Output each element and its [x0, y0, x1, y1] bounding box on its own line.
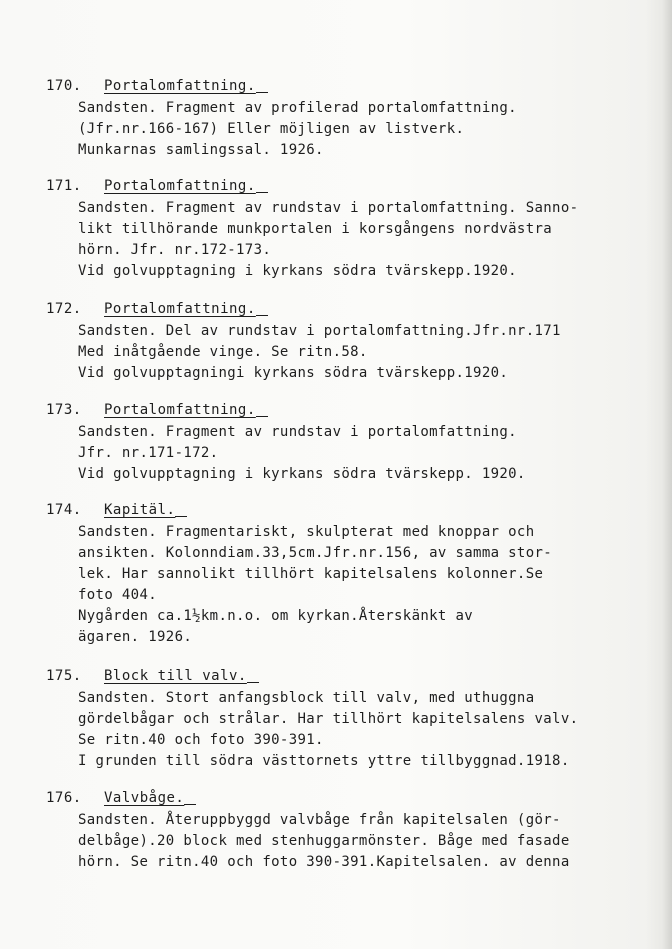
entry-description [78, 198, 646, 282]
entry-title: Valvbåge. [104, 786, 196, 810]
entry-title: Portalomfattning. [104, 74, 268, 98]
entry-line: Jfr. nr.171-172. [78, 445, 219, 461]
entry-title: Portalomfattning. [104, 398, 268, 422]
entry-description [78, 522, 646, 648]
catalog-entry-176 [46, 786, 646, 873]
entry-line: hörn. Se ritn.40 och foto 390-391.Kapitelsalen. av denna [78, 854, 570, 870]
entry-description [78, 810, 646, 873]
entry-number: 176. [46, 790, 82, 806]
catalog-entry-173 [46, 398, 646, 485]
entry-line: Sandsten. Fragment av rundstav i portalomfattning. Sanno- [78, 200, 579, 216]
entry-number: 173. [46, 402, 82, 418]
entry-line: lek. Har sannolikt tillhört kapitelsalens kolonner.Se [78, 566, 544, 582]
entry-heading [46, 174, 646, 198]
entry-title: Portalomfattning. [104, 174, 268, 198]
entry-line: Sandsten. Fragmentariskt, skulpterat med knoppar och [78, 524, 535, 540]
entry-line: likt tillhörande munkportalen i korsgångens nordvästra [78, 221, 553, 237]
entry-line: Nygården ca.1½km.n.o. om kyrkan.Återskänkt av [78, 608, 474, 624]
entry-line: (Jfr.nr.166-167) Eller möjligen av listverk. [78, 121, 465, 137]
entry-title: Kapitäl. [104, 498, 187, 522]
entry-line: Munkarnas samlingssal. 1926. [78, 142, 324, 158]
entry-description [78, 688, 646, 772]
catalog-entry-175 [46, 664, 646, 772]
entry-heading [46, 664, 646, 688]
entry-line: delbåge).20 block med stenhuggarmönster. Båge med fasade [78, 833, 570, 849]
entry-description [78, 422, 646, 485]
entry-line: Sandsten. Fragment av profilerad portalomfattning. [78, 100, 517, 116]
entry-line: ansikten. Kolonndiam.33,5cm.Jfr.nr.156, av samma stor- [78, 545, 553, 561]
entry-number: 170. [46, 78, 82, 94]
entry-description [78, 98, 646, 161]
catalog-entry-171 [46, 174, 646, 282]
entry-line: Sandsten. Fragment av rundstav i portalomfattning. [78, 424, 517, 440]
entry-line: ägaren. 1926. [78, 629, 193, 645]
entry-line: Sandsten. Del av rundstav i portalomfattning.Jfr.nr.171 [78, 323, 561, 339]
entry-number: 174. [46, 502, 82, 518]
catalog-entry-174 [46, 498, 646, 648]
entry-heading [46, 74, 646, 98]
entry-number: 171. [46, 178, 82, 194]
entry-line: Vid golvupptagningi kyrkans södra tvärskepp.1920. [78, 365, 509, 381]
entry-line: I grunden till södra västtornets yttre tillbyggnad.1918. [78, 753, 570, 769]
entry-line: Med inåtgående vinge. Se ritn.58. [78, 344, 368, 360]
entry-number: 172. [46, 301, 82, 317]
entry-title: Block till valv. [104, 664, 259, 688]
entry-line: foto 404. [78, 587, 158, 603]
entry-title: Portalomfattning. [104, 297, 268, 321]
entry-heading [46, 786, 646, 810]
entry-line: Vid golvupptagning i kyrkans södra tvärskepp.1920. [78, 263, 517, 279]
entry-heading [46, 498, 646, 522]
page-edge-shadow [662, 0, 672, 949]
entry-line: Vid golvupptagning i kyrkans södra tvärskepp. 1920. [78, 466, 526, 482]
entry-line: Sandsten. Återuppbyggd valvbåge från kapitelsalen (gör- [78, 812, 561, 828]
entry-line: hörn. Jfr. nr.172-173. [78, 242, 272, 258]
entry-line: Se ritn.40 och foto 390-391. [78, 732, 324, 748]
entry-heading [46, 398, 646, 422]
entry-number: 175. [46, 668, 82, 684]
entry-line: Sandsten. Stort anfangsblock till valv, med uthuggna [78, 690, 535, 706]
catalog-entry-170 [46, 74, 646, 161]
entry-description [78, 321, 646, 384]
catalog-entry-172 [46, 297, 646, 384]
entry-heading [46, 297, 646, 321]
entry-line: gördelbågar och strålar. Har tillhört kapitelsalens valv. [78, 711, 579, 727]
